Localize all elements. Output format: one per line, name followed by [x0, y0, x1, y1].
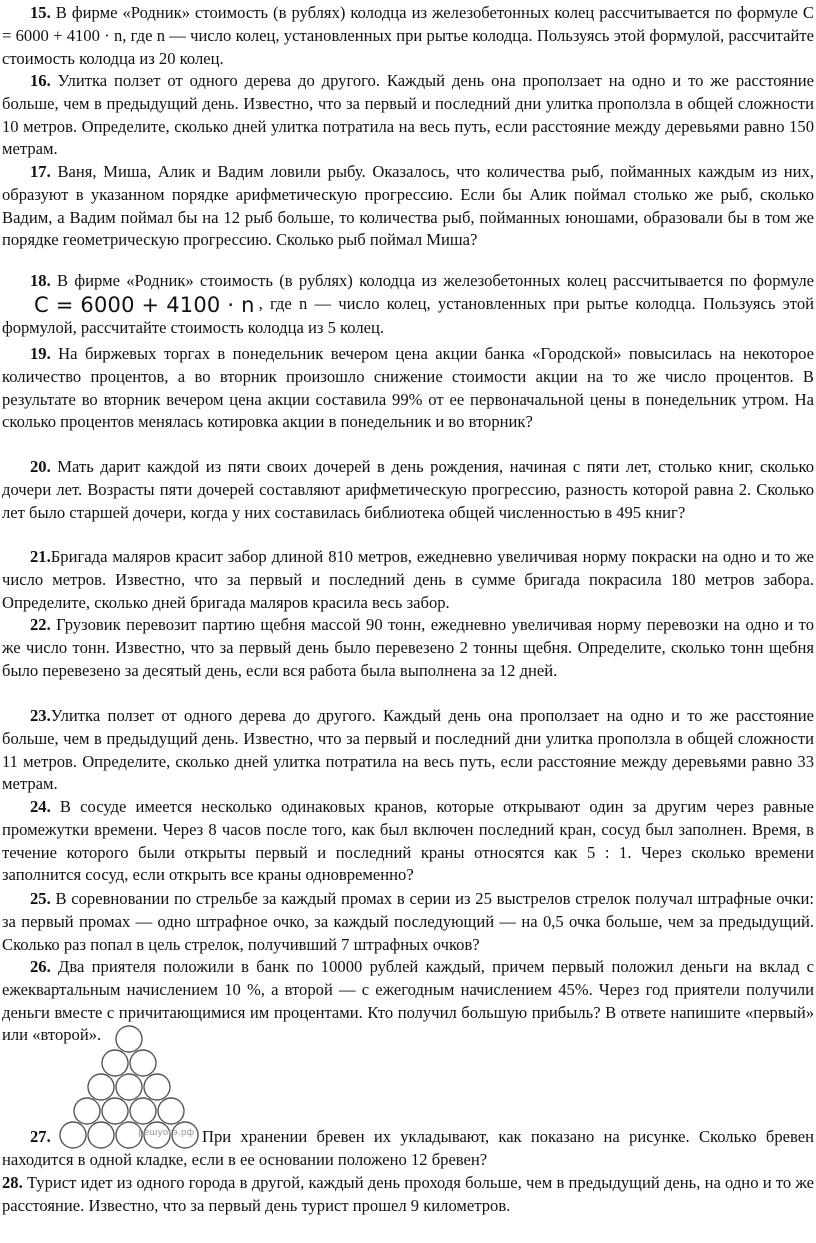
log — [74, 1098, 100, 1124]
formula-inline: C = 6000 + 4100 · n — [2, 3, 814, 45]
log — [116, 1074, 142, 1100]
problem-27: 27. При хранении бревен их укладывают, как показано на рисунке. Сколько бревен находится в одной кладке, если в ее основании положено 12 бревен? — [2, 1127, 814, 1169]
log — [144, 1074, 170, 1100]
log — [130, 1050, 156, 1076]
log — [102, 1050, 128, 1076]
formula-display: C = 6000 + 4100 · n — [34, 292, 255, 317]
log — [88, 1074, 114, 1100]
problem-24: 24. В сосуде имеется несколько одинаковых кранов, которые открывают один за другим через равные промежутки времени. Через 8 часов после того, как был включен последний кран, сосуд был заполнен. Время, в течение которого были открыты первый и последний краны относятся как 5 : 1. Через сколько времени заполнится сосуд, если открыть все краны одновременно? — [2, 797, 814, 885]
problem-25: 25. В соревновании по стрельбе за каждый промах в серии из 25 выстрелов стрелок получал штрафные очки: за первый промах — одно штрафное очко, за каждый последующий — на 0,5 очка больше, чем за предыдущий. Сколько раз попал в цель стрелок, получивший 7 штрафных очков? — [2, 889, 814, 954]
watermark: решуогэ.рф — [138, 1128, 195, 1138]
problem-23: 23.Улитка ползет от одного дерева до другого. Каждый день она проползает на одно и то же расстояние больше, чем в предыдущий день. Известно, что за первый и последний дни улитка проползла в общей сложности 11 метров. Определите, сколько дней улитка потратила на весь путь, если расстояние между деревьями равно 33 метрам. — [2, 706, 814, 794]
log — [130, 1098, 156, 1124]
problem-16: 16. Улитка ползет от одного дерева до другого. Каждый день она проползает на одно и то же расстояние больше, чем в предыдущий день. Известно, что за первый и последний дни улитка проползла в общей сложности 10 метров. Определите, сколько дней улитка потратила на весь путь, если расстояние между деревьями равно 150 метрам. — [2, 71, 814, 159]
problem-19: 19. На биржевых торгах в понедельник вечером цена акции банка «Городской» повысилась на некоторое количество процентов, а во вторник произошло снижение стоимости акции на то же число процентов. В результате во вторник вечером цена акции составила 99% от ее первоначальной цены в понедельник утром. На сколько процентов менялась котировка акции в понедельник и во вторник? — [2, 344, 814, 432]
problem-22: 22. Грузовик перевозит партию щебня массой 90 тонн, ежедневно увеличивая норму перевозки на одно и то же число тонн. Известно, что за первый день было перевезено 2 тонны щебня. Определите, сколько тонн щебня было перевезено за десятый день, если вся работа была выполнена за 12 дней. — [2, 615, 814, 680]
problem-20: 20. Мать дарит каждой из пяти своих дочерей в день рождения, начиная с пяти лет, столько книг, сколько дочери лет. Возрасты пяти дочерей составляют арифметическую прогрессию, разность которой равна 2. Сколько лет было старшей дочери, когда у них составилась библиотека общей численностью в 495 книг? — [2, 457, 814, 522]
problem-28: 28. Турист идет из одного города в другой, каждый день проходя больше, чем в предыдущий день, на одно и то же расстояние. Известно, что за первый день турист прошел 9 километров. — [2, 1173, 814, 1215]
problem-21: 21.Бригада маляров красит забор длиной 810 метров, ежедневно увеличивая норму покраски на одно и то же число метров. Известно, что за первый и последний день в сумме бригада покрасила 180 метров забора. Определите, сколько дней бригада маляров красила весь забор. — [2, 547, 814, 612]
problem-26: 26. Два приятеля положили в банк по 10000 рублей каждый, причем первый положил деньги на вклад с ежеквартальным начислением 10 %, а второй — с ежегодным начислением 45%. Через год приятели получили деньги вместе с причитающимися им процентами. Кто получил большую прибыль? В ответе напишите «первый» или «второй». — [2, 957, 814, 1045]
problem-15: 15. В фирме «Родник» стоимость (в рублях) колодца из железобетонных колец рассчитывается по формуле C = 6000 + 4100 · n, где n — число колец, установленных при рытье колодца. Пользуясь этой формулой, рассчитайте стоимость колодца из 20 колец. — [2, 3, 814, 68]
problem-18: 18. В фирме «Родник» стоимость (в рублях) колодца из железобетонных колец рассчитывается по формулеC = 6000 + 4100 · n , где n — число колец, установленных при рытье колодца. Пользуясь этой формулой, рассчитайте стоимость колодца из 5 колец. — [2, 271, 814, 337]
log — [158, 1098, 184, 1124]
log — [116, 1026, 142, 1052]
log — [102, 1098, 128, 1124]
problem-17: 17. Ваня, Миша, Алик и Вадим ловили рыбу. Оказалось, что количества рыб, пойманных каждым из них, образуют в указанном порядке арифметическую прогрессию. Если бы Алик поймал столько же рыб, сколько Вадим, а Вадим поймал бы на 12 рыб больше, то количества рыб, пойманных юношами, образовали бы в том же порядке геометрическую прогрессию. Сколько рыб поймал Миша? — [2, 162, 814, 250]
